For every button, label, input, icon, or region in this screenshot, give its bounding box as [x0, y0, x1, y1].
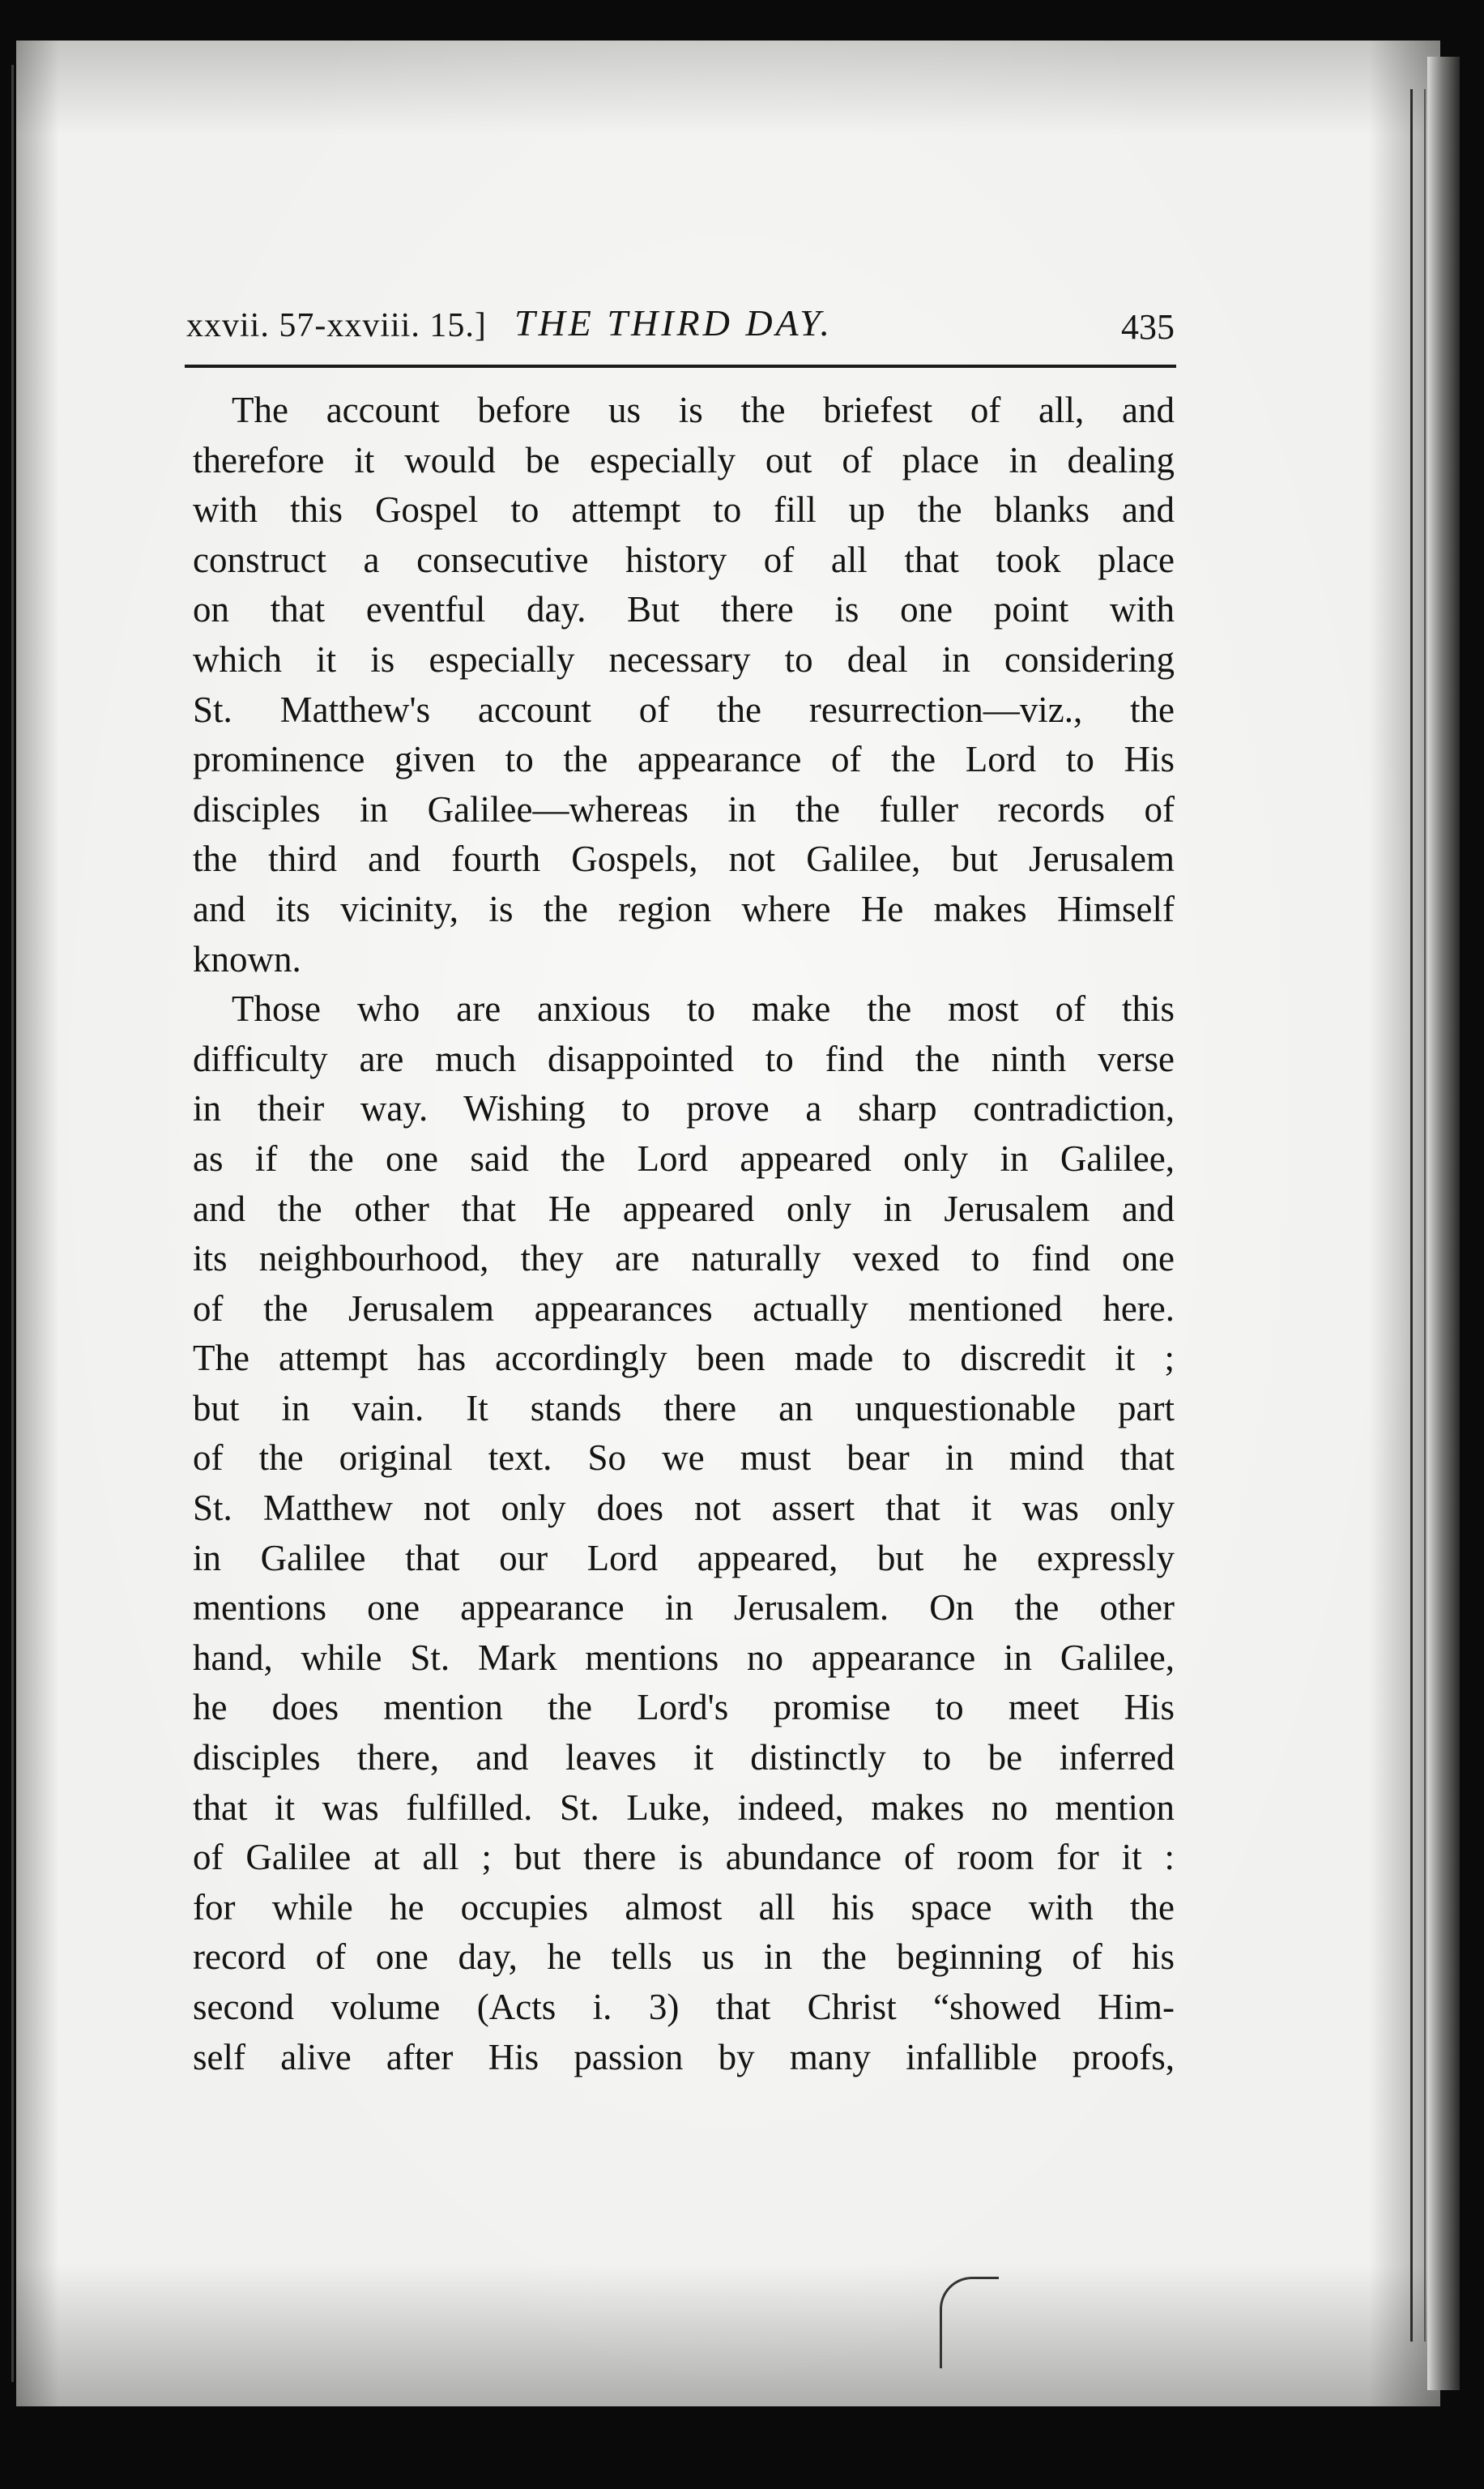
text-line: disciples there, and leaves it distinctly to be inferred [193, 1737, 1175, 1778]
text-line: construct a consecutive history of all that took place [193, 539, 1175, 580]
text-line: self alive after His passion by many infallible proofs, [193, 2036, 1175, 2077]
text-line: and its vicinity, is the region where He makes Himself [193, 888, 1175, 929]
text-line: difficulty are much disappointed to find the ninth verse [193, 1038, 1175, 1079]
text-line: mentions one appearance in Jerusalem. On the other [193, 1587, 1175, 1629]
text-line: prominence given to the appearance of the Lord to His [193, 739, 1175, 780]
right-edge-line [1410, 89, 1413, 2342]
text-line: he does mention the Lord's promise to meet His [193, 1687, 1175, 1728]
text-line: in their way. Wishing to prove a sharp contradiction, [193, 1088, 1175, 1129]
text-line: The account before us is the briefest of all, and [232, 390, 1175, 430]
text-line: of Galilee at all ; but there is abundance of room for it : [193, 1837, 1175, 1878]
text-line: record of one day, he tells us in the beginning of his [193, 1936, 1175, 1978]
text-line: St. Matthew's account of the resurrection—viz., the [193, 689, 1175, 730]
text-line: St. Matthew not only does not assert that it was only [193, 1488, 1175, 1529]
text-line: of the Jerusalem appearances actually mentioned here. [193, 1287, 1175, 1329]
chapter-verse-reference: xxvii. 57-xxviii. 15.] [186, 307, 487, 344]
text-line: second volume (Acts i. 3) that Christ “showed Him- [193, 1987, 1175, 2027]
text-line: with this Gospel to attempt to fill up the blanks and [193, 489, 1175, 531]
page-number: 435 [1121, 307, 1175, 347]
text-line: and the other that He appeared only in Jerusalem and [193, 1188, 1175, 1229]
text-line: that it was fulfilled. St. Luke, indeed, makes no mention [193, 1787, 1175, 1828]
text-line: on that eventful day. But there is one point with [193, 589, 1175, 630]
text-line: as if the one said the Lord appeared only in Galilee, [193, 1138, 1175, 1179]
text-line: disciples in Galilee—whereas in the fuller records of [193, 788, 1175, 830]
body-text [193, 386, 1175, 2082]
text-line: its neighbourhood, they are naturally vexed to find one [193, 1238, 1175, 1279]
text-line: therefore it would be especially out of place in dealing [193, 439, 1175, 480]
text-line: The attempt has accordingly been made to discredit it ; [193, 1338, 1175, 1379]
pencil-mark [940, 2277, 999, 2368]
text-line: in Galilee that our Lord appeared, but he expressly [193, 1537, 1175, 1578]
text-line: Those who are anxious to make the most of this [232, 988, 1175, 1030]
text-line: hand, while St. Mark mentions no appearance in Galilee, [193, 1637, 1175, 1678]
text-line: for while he occupies almost all his space with the [193, 1886, 1175, 1928]
right-page-edge [1427, 57, 1460, 2390]
text-line: but in vain. It stands there an unquestionable part [193, 1387, 1175, 1428]
right-edge-line-secondary [1424, 89, 1426, 2342]
text-line: the third and fourth Gospels, not Galilee, but Jerusalem [193, 839, 1175, 880]
left-binding-edge [11, 65, 14, 2382]
header-rule [185, 365, 1176, 368]
running-title: THE THIRD DAY. [514, 302, 833, 344]
running-header [186, 298, 1175, 355]
text-line: which it is especially necessary to deal in considering [193, 638, 1175, 680]
text-line: of the original text. So we must bear in mind that [193, 1437, 1175, 1479]
text-line: known. [193, 938, 301, 980]
